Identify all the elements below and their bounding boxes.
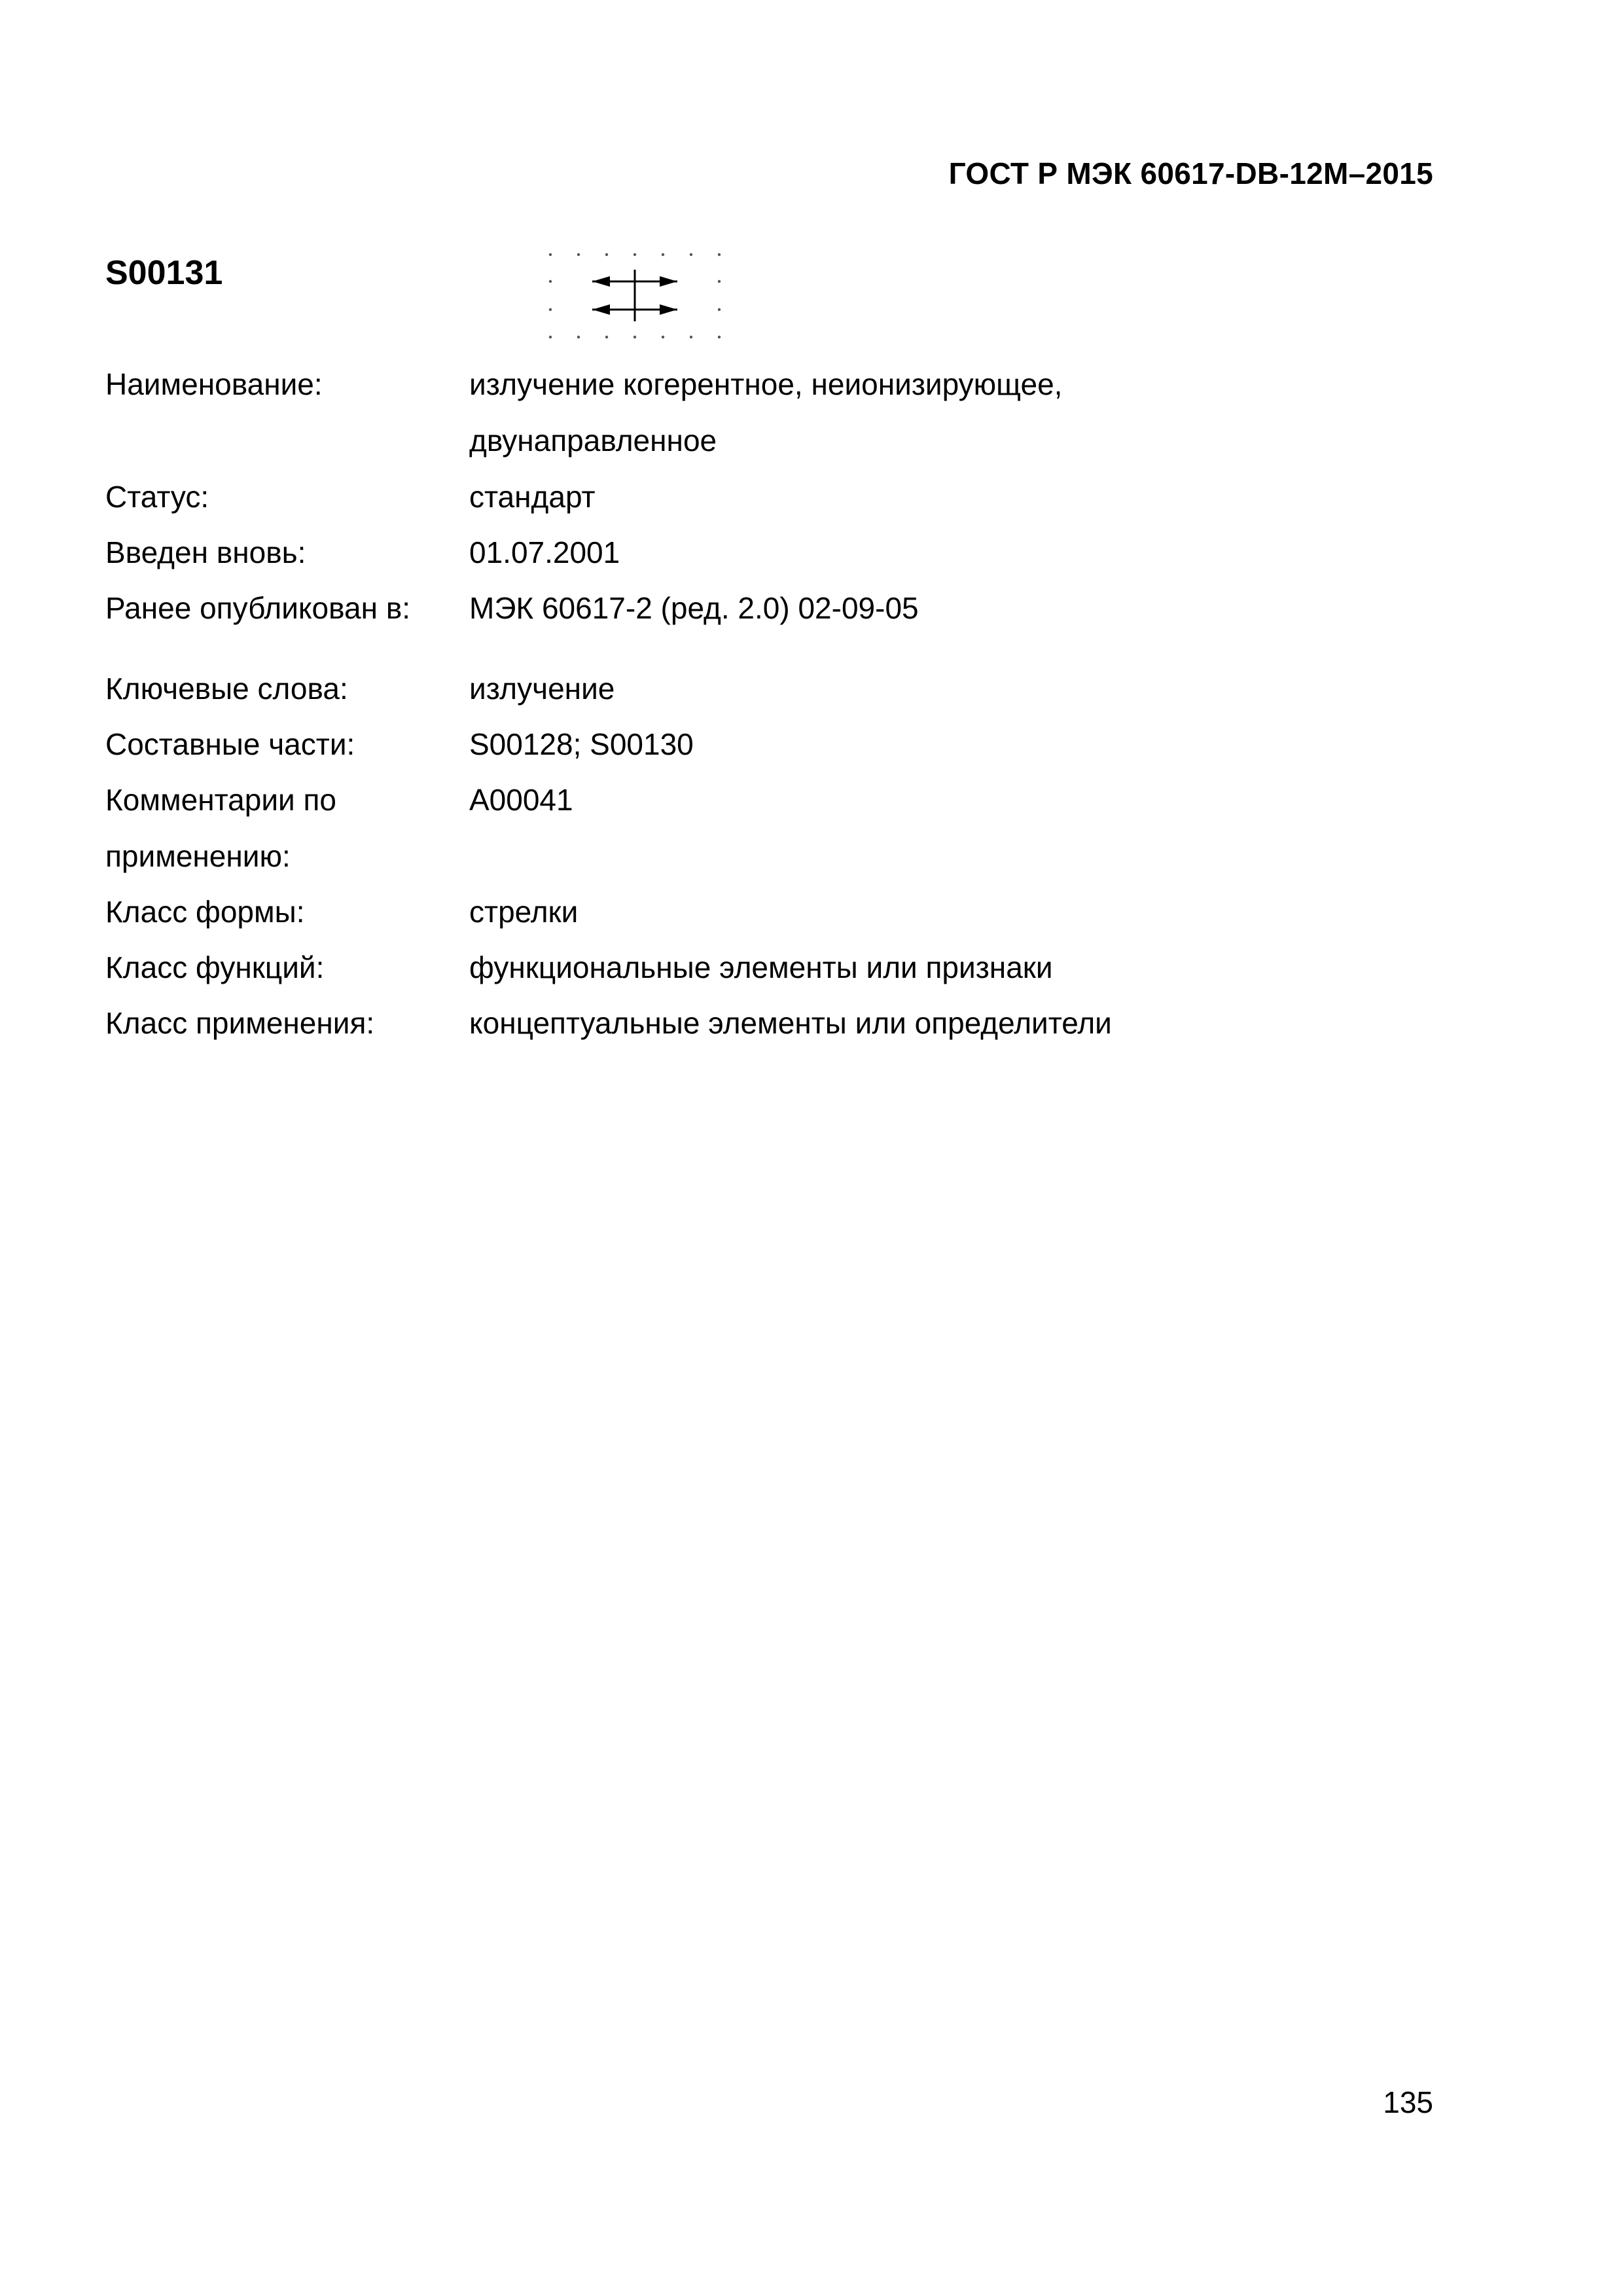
introduced-value: 01.07.2001 bbox=[469, 535, 620, 569]
keywords-value: излучение bbox=[469, 672, 615, 706]
shape-class-label: Класс формы: bbox=[105, 895, 305, 929]
name-label: Наименование: bbox=[105, 367, 323, 401]
application-notes-label-line1: Комментарии по bbox=[105, 783, 336, 817]
function-class-label: Класс функций: bbox=[105, 950, 325, 984]
symbol-code: S00131 bbox=[105, 254, 223, 292]
function-class-value: функциональные элементы или признаки bbox=[469, 950, 1053, 984]
keywords-label: Ключевые слова: bbox=[105, 672, 348, 706]
application-class-label: Класс применения: bbox=[105, 1006, 375, 1040]
application-notes-label-line2: применению: bbox=[105, 839, 291, 873]
document-header: ГОСТ Р МЭК 60617-DB-12М–2015 bbox=[948, 156, 1433, 190]
name-value-line2: двунаправленное bbox=[469, 423, 717, 457]
introduced-label: Введен вновь: bbox=[105, 535, 306, 569]
previously-published-value: МЭК 60617-2 (ред. 2.0) 02-09-05 bbox=[469, 591, 919, 625]
application-notes-value: A00041 bbox=[469, 783, 573, 817]
status-label: Статус: bbox=[105, 480, 209, 514]
bidirectional-coherent-radiation-arrows-icon bbox=[537, 243, 740, 348]
previously-published-label: Ранее опубликован в: bbox=[105, 591, 411, 625]
status-value: стандарт bbox=[469, 480, 596, 514]
components-label: Составные части: bbox=[105, 727, 355, 761]
page-number: 135 bbox=[1383, 2085, 1433, 2119]
shape-class-value: стрелки bbox=[469, 895, 579, 929]
components-value: S00128; S00130 bbox=[469, 727, 694, 761]
arrows bbox=[592, 270, 677, 321]
name-value-line1: излучение когерентное, неионизирующее, bbox=[469, 367, 1063, 401]
application-class-value: концептуальные элементы или определители bbox=[469, 1006, 1112, 1040]
